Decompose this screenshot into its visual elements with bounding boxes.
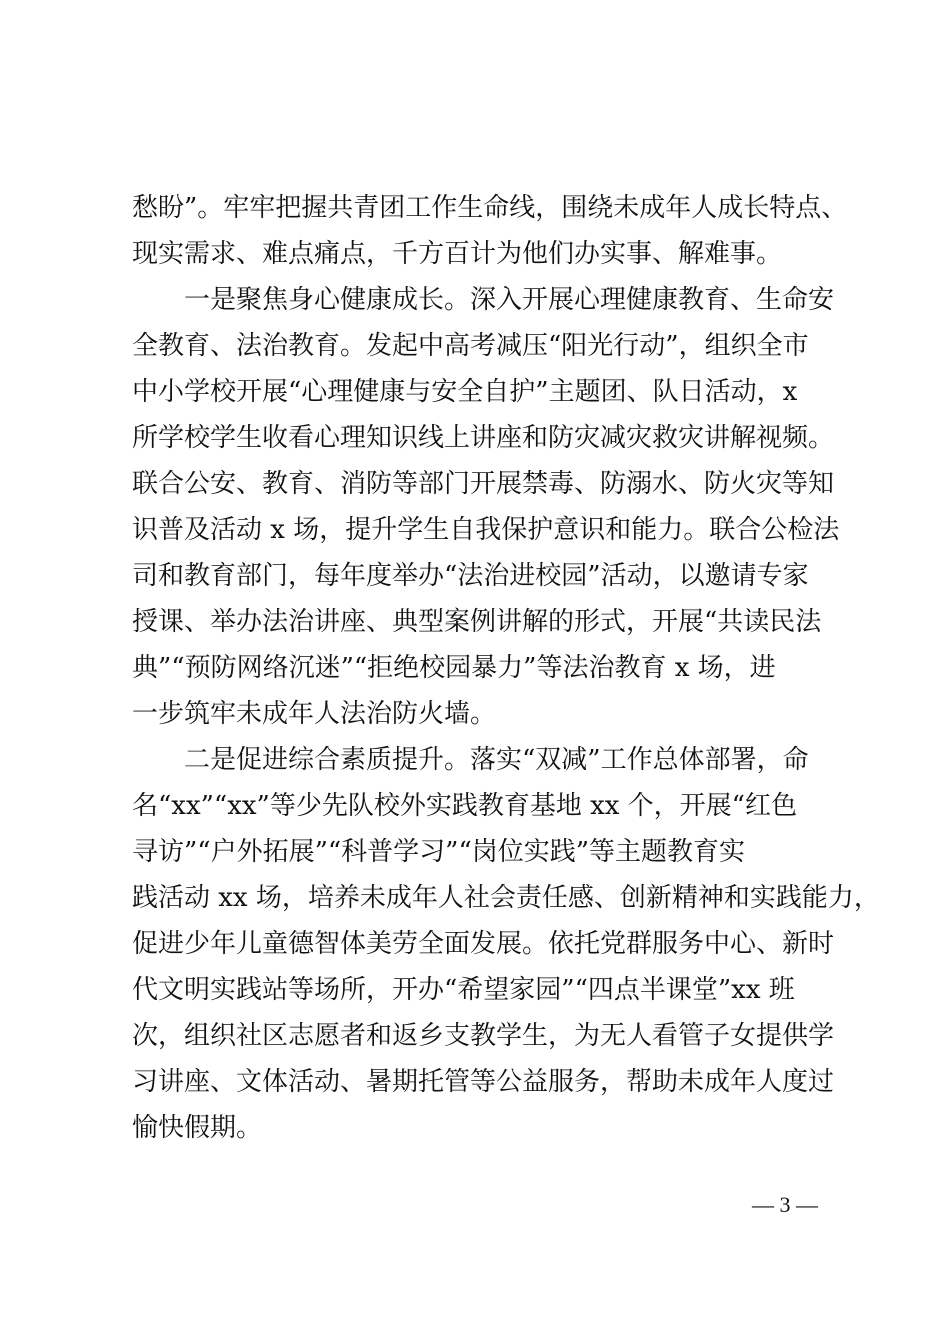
text-line: 代文明实践站等场所，开办“希望家园”“四点半课堂”xx 班: [132, 975, 795, 1005]
text-line: 习讲座、文体活动、暑期托管等公益服务，帮助未成年人度过: [132, 1067, 835, 1097]
text-line: 现实需求、难点痛点，千方百计为他们办实事、解难事。: [132, 239, 783, 269]
text-line: 名“xx”“xx”等少先队校外实践教育基地 xx 个，开展“红色: [132, 791, 797, 821]
page-number: — 3 —: [752, 1192, 818, 1217]
text-line: 践活动 xx 场，培养未成年人社会责任感、创新精神和实践能力，: [132, 883, 880, 913]
text-line: 联合公安、教育、消防等部门开展禁毒、防溺水、防火灾等知: [132, 469, 835, 499]
text-line: 一步筑牢未成年人法治防火墙。: [132, 699, 497, 729]
text-line: 所学校学生收看心理知识线上讲座和防灾减灾救灾讲解视频。: [132, 423, 835, 453]
text-line: 授课、举办法治讲座、典型案例讲解的形式，开展“共读民法: [132, 607, 822, 637]
text-line: 寻访”“户外拓展”“科普学习”“岗位实践”等主题教育实: [132, 837, 746, 867]
text-line: 全教育、法治教育。发起中高考减压“阳光行动”，组织全市: [132, 331, 809, 361]
text-line: 二是促进综合素质提升。落实“双减”工作总体部署，命: [184, 745, 809, 775]
text-line: 次，组织社区志愿者和返乡支教学生，为无人看管子女提供学: [132, 1021, 835, 1051]
text-line: 愁盼”。牢牢把握共青团工作生命线，围绕未成年人成长特点、: [132, 193, 848, 223]
text-line: 一是聚焦身心健康成长。深入开展心理健康教育、生命安: [184, 285, 835, 315]
text-line: 典”“预防网络沉迷”“拒绝校园暴力”等法治教育 x 场，进: [132, 653, 776, 683]
text-line: 司和教育部门，每年度举办“法治进校园”活动，以邀请专家: [132, 561, 809, 591]
text-line: 中小学校开展“心理健康与安全自护”主题团、队日活动，x: [132, 377, 798, 407]
text-line: 识普及活动 x 场，提升学生自我保护意识和能力。联合公检法: [132, 515, 840, 545]
text-line: 促进少年儿童德智体美劳全面发展。依托党群服务中心、新时: [132, 929, 835, 959]
text-line: 愉快假期。: [132, 1113, 263, 1143]
